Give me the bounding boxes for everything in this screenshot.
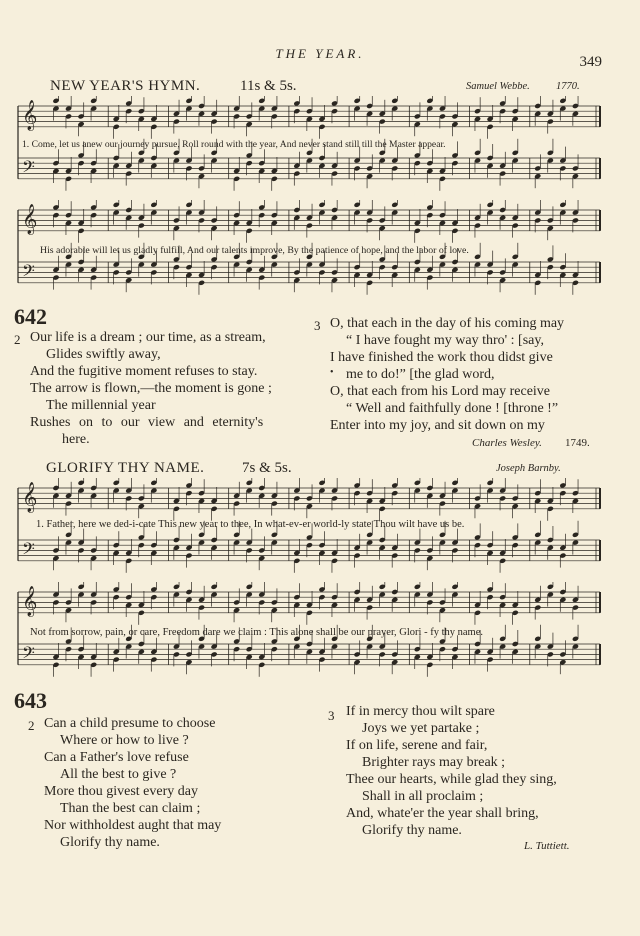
svg-text:𝄢: 𝄢	[22, 538, 35, 563]
hymn1-v3-line3: I have finished the work thou didst give	[330, 350, 553, 365]
hymn2-underlay-1: 1. Father, here we ded-i-cate This new year to thee, In what-ev-er world-ly state Thou wilt have us be.	[36, 519, 465, 530]
hymn2-v3-line2: Joys we yet partake ;	[362, 721, 480, 736]
hymn1-author: Charles Wesley.	[472, 437, 542, 449]
hymn1-v3-line5: O, that each from his Lord may receive	[330, 384, 551, 399]
hymn2-v2-line5: More thou givest every day	[44, 784, 198, 799]
hymn2-verse3-number: 3	[328, 708, 335, 723]
hymn2-v3-line1: If in mercy thou wilt spare	[346, 704, 495, 719]
hymn1-underlay-1: 1. Come, let us anew our journey pursue, Roll round with the year, And never stand still till the Master appear.	[22, 139, 446, 150]
svg-text:𝄢: 𝄢	[22, 260, 35, 285]
hymn1-v3-line6: “ Well and faithfully done ! [throne !”	[346, 401, 559, 416]
svg-text:𝄞: 𝄞	[22, 482, 38, 513]
hymn2-v3-line5: Thee our hearts, while glad they sing,	[346, 772, 557, 787]
hymn2-v3-line7: And, whate'er the year shall bring,	[346, 806, 539, 821]
hymn2-meter: 7s & 5s.	[242, 460, 292, 476]
hymn1-v3-line7: Enter into my joy, and sit down on my	[330, 418, 545, 433]
hymn2-v2-line8: Glorify thy name.	[60, 835, 160, 850]
hymn2-v2-line1: Can a child presume to choose	[44, 716, 216, 731]
hymn1-v3-line4: me to do!” [the glad word,	[346, 367, 495, 382]
hymn1-v2-line1: Our life is a dream ; our time, as a stream,	[30, 330, 266, 345]
hymn1-v2-line7: here.	[62, 432, 90, 447]
hymn2-verse2-number: 2	[28, 718, 35, 733]
hymn2-v3-line8: Glorify thy name.	[362, 823, 462, 838]
hymn1-number: 642	[14, 304, 47, 329]
hymn2-composer: Joseph Barnby.	[496, 463, 561, 474]
hymn2-number: 643	[14, 688, 47, 713]
hymn1-v2-line5: The millennial year	[46, 398, 156, 413]
hymn1-meter: 11s & 5s.	[240, 78, 297, 94]
svg-text:𝄞: 𝄞	[22, 204, 38, 235]
hymn1-composer: Samuel Webbe.	[466, 81, 530, 92]
hymn1-title: NEW YEAR'S HYMN.	[50, 78, 201, 94]
svg-text:𝄢: 𝄢	[22, 156, 35, 181]
hymn2-v2-line6: Than the best can claim ;	[60, 801, 201, 816]
svg-text:𝄞: 𝄞	[22, 586, 38, 617]
hymn2-v2-line3: Can a Father's love refuse	[44, 750, 189, 765]
page-number: 349	[579, 54, 602, 70]
hymn2-v2-line7: Nor withholdest aught that may	[44, 818, 222, 833]
bullet-dot: •	[330, 367, 334, 378]
hymn1-verse2-number: 2	[14, 332, 21, 347]
hymn1-v3-line2: “ I have fought my way thro' : [say,	[346, 333, 544, 348]
hymn2-v3-line3: If on life, serene and fair,	[346, 738, 488, 753]
hymn2-v3-line4: Brighter rays may break ;	[362, 755, 506, 770]
hymn1-v2-line4: The arrow is flown,—the moment is gone ;	[30, 381, 272, 396]
hymn1-underlay-2: His adorable will let us gladly fulfill, And our talents improve, By the patience of hope, and the labor of love.	[40, 245, 469, 256]
hymn2-title: GLORIFY THY NAME.	[46, 460, 205, 476]
hymn2-v3-line6: Shall in all proclaim ;	[362, 789, 484, 804]
hymn1-v2-line3: And the fugitive moment refuses to stay.	[30, 364, 258, 379]
hymn1-composer-year: 1770.	[556, 81, 580, 92]
hymn2-v2-line2: Where or how to live ?	[60, 733, 189, 748]
hymn1-verse3-number: 3	[314, 318, 321, 333]
hymn2-underlay-2: Not from sorrow, pain, or care, Freedom dare we claim : This alone shall be our prayer, Glori - fy thy name.	[30, 627, 483, 638]
hymn1-v3-line1: O, that each in the day of his coming may	[330, 316, 565, 331]
hymn2-v2-line4: All the best to give ?	[60, 767, 177, 782]
svg-text:𝄞: 𝄞	[22, 100, 38, 131]
svg-text:𝄢: 𝄢	[22, 642, 35, 667]
running-head: THE YEAR.	[275, 46, 365, 61]
hymn1-v2-line6: Rushes on to our view and eternity's	[30, 415, 264, 430]
hymn1-author-year: 1749.	[565, 437, 590, 449]
hymn1-v2-line2: Glides swiftly away,	[46, 347, 161, 362]
hymn2-author: L. Tuttiett.	[524, 840, 570, 852]
